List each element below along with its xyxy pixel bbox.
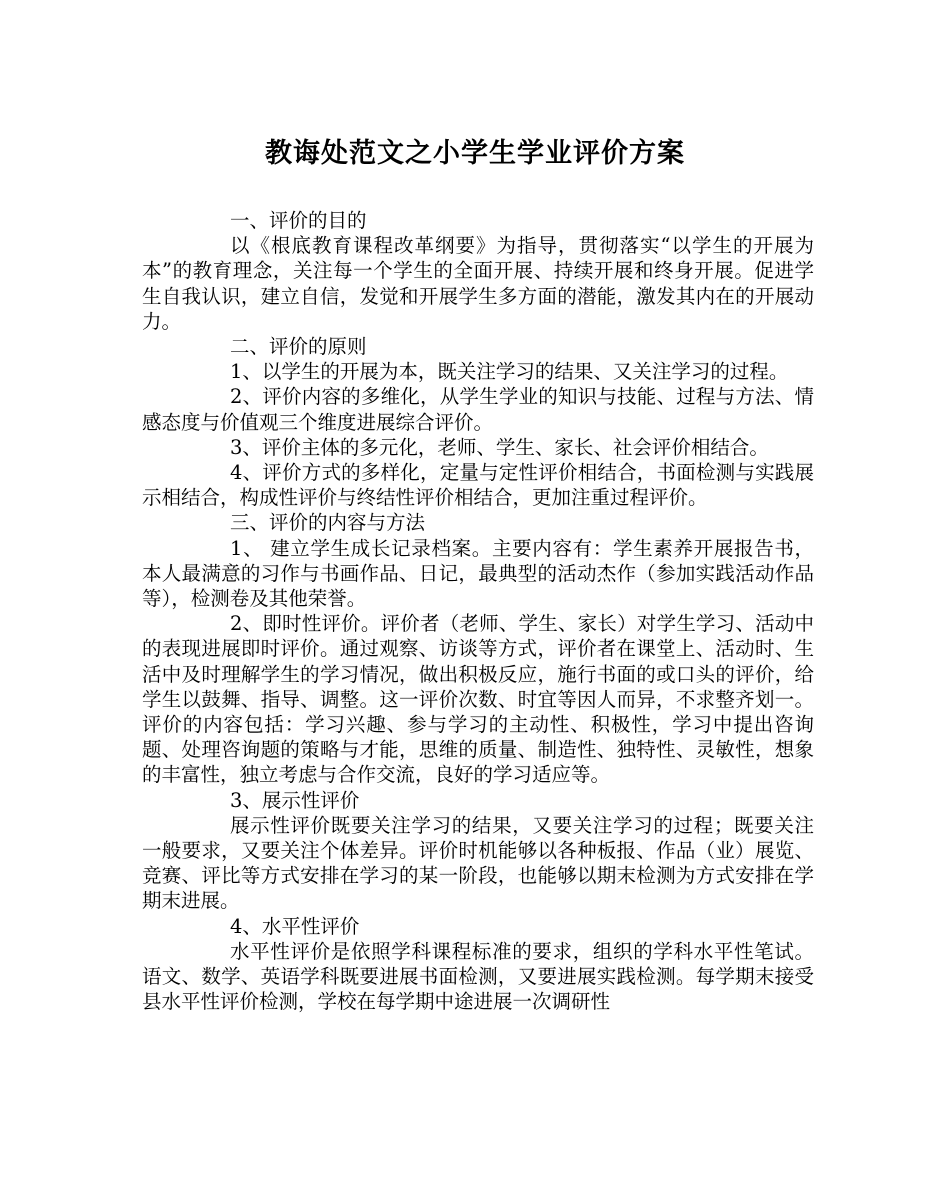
- paragraph-showcase-evaluation: 展示性评价既要关注学习的结果，又要关注学习的过程；既要关注一般要求，又要关注个体差异。评价时机能够以各种板报、作品（业）展览、竞赛、评比等方式安排在学习的某一阶段，也能够以期末检测为方式安排在学期末进展。: [142, 813, 814, 913]
- paragraph-purpose: 以《根底教育课程改革纲要》为指导，贯彻落实“以学生的开展为本”的教育理念，关注每一个学生的全面开展、持续开展和终身开展。促进学生自我认识，建立自信，发觉和开展学生多方面的潜能，激发其内在的开展动力。: [142, 234, 814, 333]
- subheading-level-evaluation: 4、水平性评价: [230, 914, 360, 938]
- document-body: [142, 208, 814, 1015]
- section-heading-purpose: 一、评价的目的: [230, 209, 367, 232]
- principle-item-1: 1、以学生的开展为本，既关注学习的结果、又关注学习的过程。: [230, 360, 789, 384]
- method-item-2: 2、即时性评价。评价者（老师、学生、家长）对学生学习、活动中的表现进展即时评价。通过观察、访谈等方式，评价者在课堂上、活动时、生活中及时理解学生的学习情况，做出积极反应，施行书面的或口头的评价，给学生以鼓舞、指导、调整。这一评价次数、时宜等因人而异，不求整齐划一。评价的内容包括：学习兴趣、参与学习的主动性、积极性，学习中提出咨询题、处理咨询题的策略与才能，思维的质量、制造性、独特性、灵敏性，想象的丰富性，独立考虑与合作交流，良好的学习适应等。: [142, 612, 814, 787]
- subheading-showcase-evaluation: 3、展示性评价: [230, 788, 360, 812]
- section-heading-content-methods: 三、评价的内容与方法: [230, 511, 426, 535]
- principle-item-3: 3、评价主体的多元化，老师、学生、家长、社会评价相结合。: [230, 435, 769, 459]
- principle-item-2: 2、评价内容的多维化，从学生学业的知识与技能、过程与方法、情感态度与价值观三个维度进展综合评价。: [142, 385, 814, 434]
- document-title: 教诲处范文之小学生学业评价方案: [265, 138, 685, 169]
- section-heading-principles: 二、评价的原则: [230, 335, 367, 359]
- principle-item-4: 4、评价方式的多样化，定量与定性评价相结合，书面检测与实践展示相结合，构成性评价与终结性评价相结合，更加注重过程评价。: [142, 461, 814, 510]
- paragraph-level-evaluation: 水平性评价是依照学科课程标准的要求，组织的学科水平性笔试。语文、数学、英语学科既要进展书面检测，又要进展实践检测。每学期末接受县水平性评价检测，学校在每学期中途进展一次调研性: [142, 939, 814, 1014]
- method-item-1: 1、 建立学生成长记录档案。主要内容有：学生素养开展报告书，本人最满意的习作与书画作品、日记，最典型的活动杰作（参加实践活动作品等），检测卷及其他荣誉。: [142, 536, 814, 611]
